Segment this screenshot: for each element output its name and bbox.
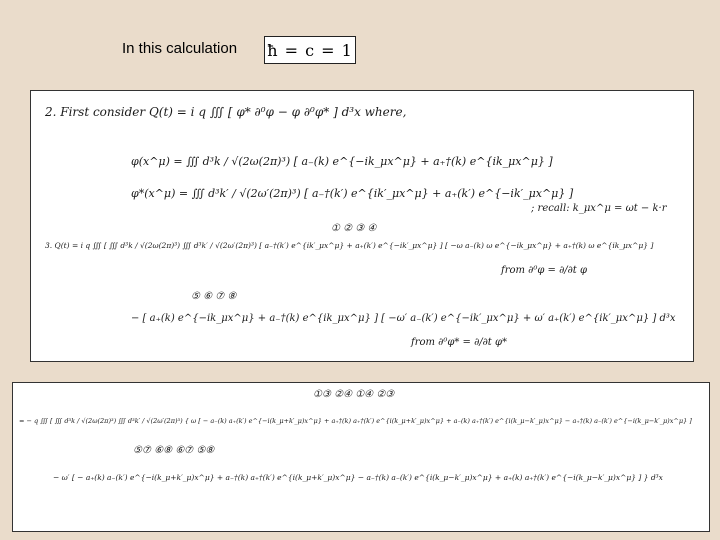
line-from-d0-phi: from ∂⁰φ = ∂/∂t φ	[501, 265, 587, 276]
units-equation-box: ħ = c = 1	[264, 36, 356, 64]
handwritten-derivation-panel-2	[12, 382, 710, 532]
line-circled-pairs-2: ⑤⑦ ⑥⑧ ⑥⑦ ⑤⑧	[133, 445, 215, 456]
line-circled-5-8: ⑤ ⑥ ⑦ ⑧	[191, 291, 237, 302]
line-expanded-omega-terms: = − q ∭ [ ∭ d³k / √(2ω(2π)³) ∭ d³k′ / √(2ω′(2π)³) { ω [ − a₋(k) a₊(k′) e^{−i(k_μ+k′_μ)x^μ} + a₊†(k) a₊†(k′) e^{i(k_μ+k′_μ)x^μ} + a₋(k) a₊†(k′) e^{i(k_μ−k′_μ)x^μ} − a₊†(k) a₋(k′) e^{−i(k_μ−k′_μ)x^μ} ]	[19, 417, 692, 425]
line-step2-consider: 2. First consider Q(t) = i q ∭ [ φ* ∂⁰φ − φ ∂⁰φ* ] d³x where,	[45, 105, 407, 119]
line-circled-1-4: ① ② ③ ④	[331, 223, 377, 234]
line-expanded-omega-prime-terms: − ω′ [ − a₊(k) a₋(k′) e^{−i(k_μ+k′_μ)x^μ} + a₋†(k) a₊†(k′) e^{i(k_μ+k′_μ)x^μ} − a₋†(k) a₋(k′) e^{i(k_μ−k′_μ)x^μ} + a₊(k) a₊†(k′) e^{−i(k_μ−k′_μ)x^μ} ] } d³x	[53, 473, 663, 482]
handwritten-derivation-panel-1	[30, 90, 694, 362]
line-from-d0-phi-star: from ∂⁰φ* = ∂/∂t φ*	[411, 337, 507, 348]
line-phi-star-definition: φ*(x^μ) = ∭ d³k′ / √(2ω′(2π)³) [ a₋†(k′) e^{ik′_μx^μ} + a₊(k′) e^{−ik′_μx^μ} ]	[131, 187, 574, 200]
line-second-term: − [ a₊(k) e^{−ik_μx^μ} + a₋†(k) e^{ik_μx^μ} ] [ −ω′ a₋(k′) e^{−ik′_μx^μ} + ω′ a₊(k′) e^{ik′_μx^μ} ] d³x	[131, 313, 676, 324]
line-recall-note: ; recall: k_μx^μ = ωt − k·r	[531, 203, 667, 214]
line-phi-definition: φ(x^μ) = ∭ d³k / √(2ω(2π)³) [ a₋(k) e^{−ik_μx^μ} + a₊†(k) e^{ik_μx^μ} ]	[131, 155, 553, 168]
line-circled-pairs-1: ①③ ②④ ①④ ②③	[313, 389, 395, 400]
caption-text: In this calculation	[122, 40, 238, 57]
line-step3-q: 3. Q(t) = i q ∭ [ ∭ d³k / √(2ω(2π)³) ∭ d³k′ / √(2ω′(2π)³) [ a₋†(k′) e^{ik′_μx^μ} + a₊(k′) e^{−ik′_μx^μ} ] [ −ω a₋(k) ω e^{−ik_μx^μ} + a₊†(k) ω e^{ik_μx^μ} ]	[45, 241, 654, 250]
